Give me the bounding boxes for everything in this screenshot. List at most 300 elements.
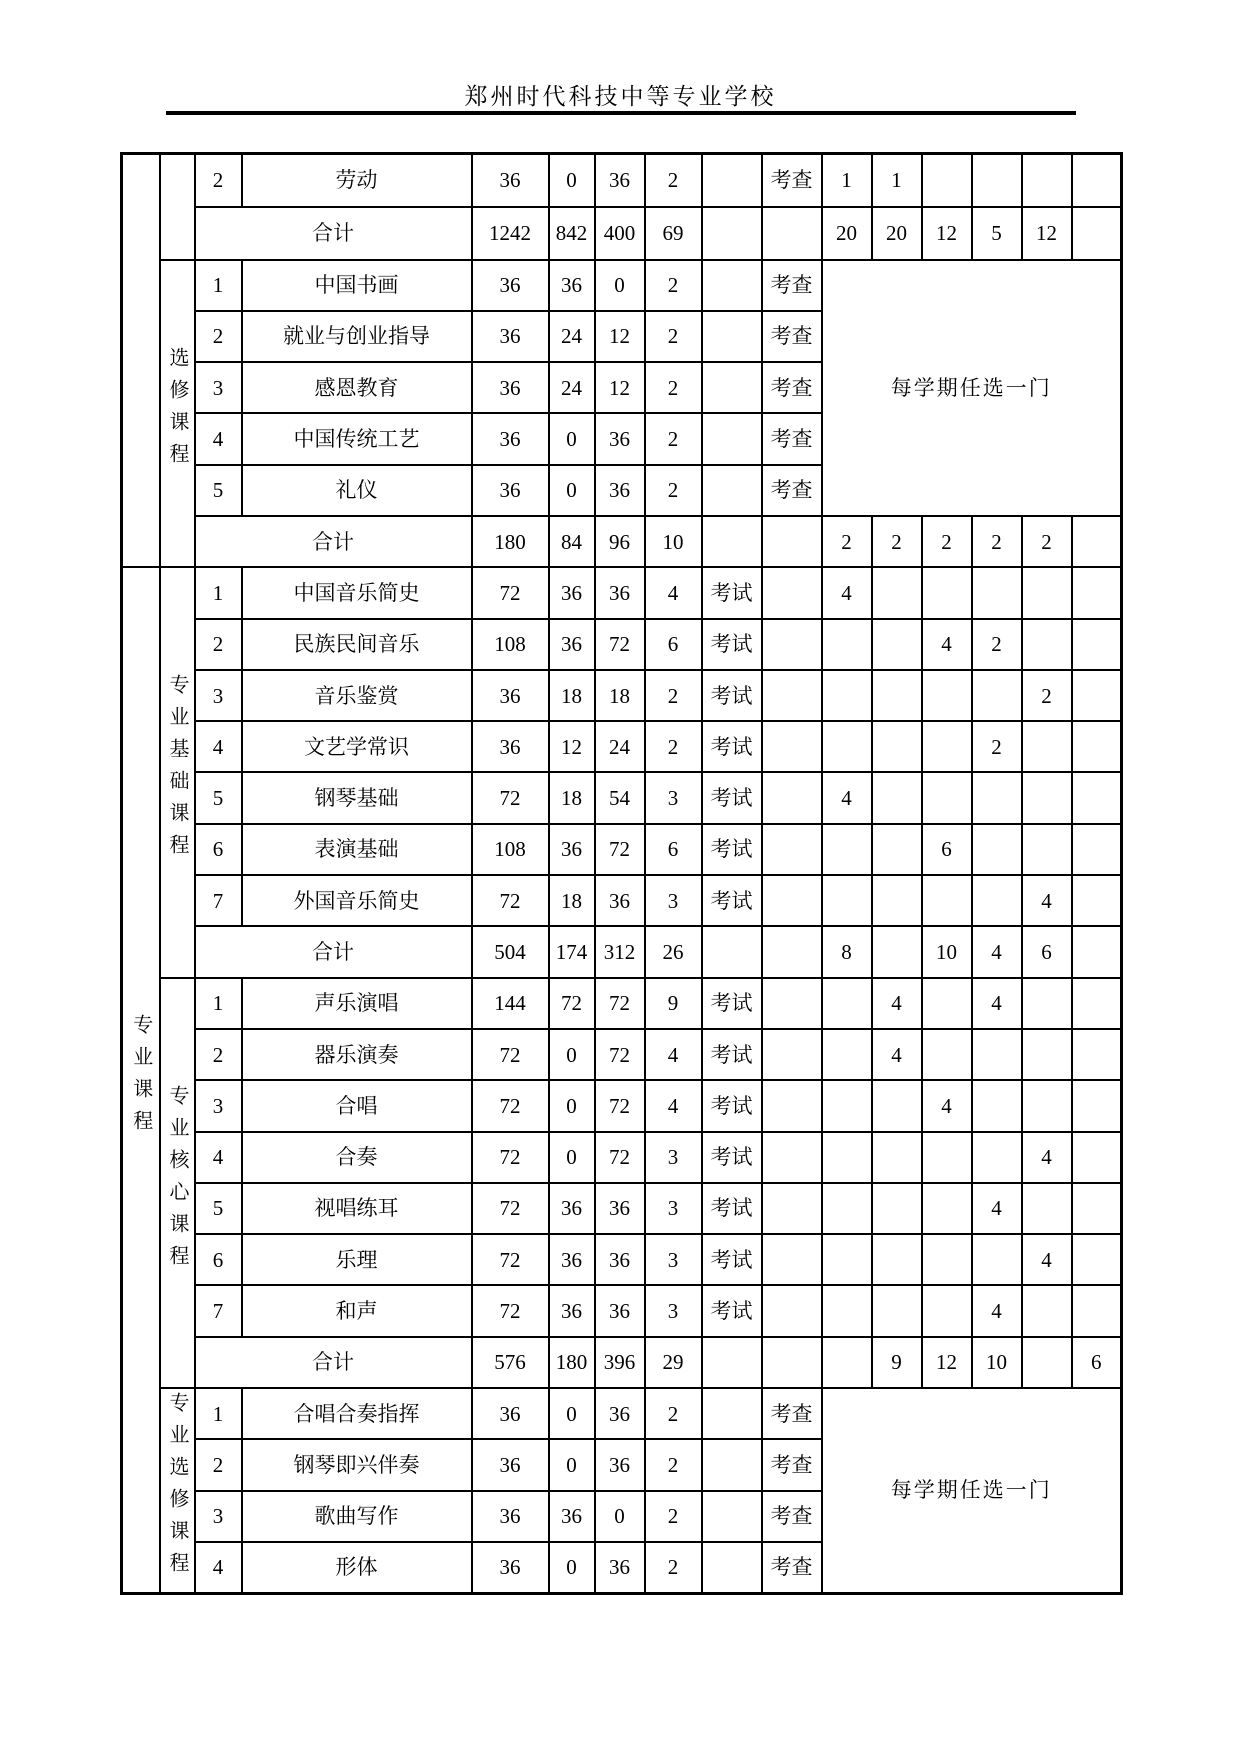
semester-5-cell: 2 xyxy=(1022,516,1072,567)
exam-cell xyxy=(702,1542,762,1593)
course-name-cell: 和声 xyxy=(242,1285,472,1336)
semester-4-cell: 10 xyxy=(972,1337,1022,1388)
theory-hours-cell: 0 xyxy=(549,1029,595,1080)
row-number-cell: 2 xyxy=(195,1029,242,1080)
semester-3-cell xyxy=(922,978,972,1029)
semester-5-cell xyxy=(1022,721,1072,772)
semester-6-cell xyxy=(1072,516,1122,567)
exam-cell xyxy=(702,516,762,567)
total-hours-cell: 72 xyxy=(472,1132,549,1183)
practice-hours-cell: 72 xyxy=(595,1029,645,1080)
semester-2-cell xyxy=(872,824,922,875)
semester-5-cell xyxy=(1022,1183,1072,1234)
exam-cell: 考试 xyxy=(702,978,762,1029)
semester-5-cell: 2 xyxy=(1022,670,1072,721)
semester-4-cell xyxy=(972,670,1022,721)
exam-cell xyxy=(702,362,762,413)
credits-cell: 3 xyxy=(645,875,702,926)
semester-3-cell: 10 xyxy=(922,926,972,977)
credits-cell: 2 xyxy=(645,260,702,311)
semester-4-cell: 2 xyxy=(972,721,1022,772)
semester-4-cell: 4 xyxy=(972,1183,1022,1234)
assessment-cell: 考查 xyxy=(762,154,822,207)
semester-4-cell xyxy=(972,567,1022,618)
exam-cell: 考试 xyxy=(702,567,762,618)
course-name-cell: 合奏 xyxy=(242,1132,472,1183)
course-name-cell: 器乐演奏 xyxy=(242,1029,472,1080)
semester-4-cell: 4 xyxy=(972,926,1022,977)
credits-cell: 3 xyxy=(645,1285,702,1336)
row-number-cell: 6 xyxy=(195,1234,242,1285)
exam-cell xyxy=(702,413,762,464)
semester-4-cell xyxy=(972,875,1022,926)
semester-1-cell: 4 xyxy=(822,772,872,823)
credits-cell: 10 xyxy=(645,516,702,567)
subtotal-cell: 合计 xyxy=(195,926,472,977)
assessment-cell xyxy=(762,619,822,670)
theory-hours-cell: 36 xyxy=(549,824,595,875)
practice-hours-cell: 72 xyxy=(595,978,645,1029)
exam-cell: 考试 xyxy=(702,1080,762,1131)
total-hours-cell: 108 xyxy=(472,619,549,670)
credits-cell: 2 xyxy=(645,362,702,413)
row-number-cell: 4 xyxy=(195,413,242,464)
assessment-cell xyxy=(762,516,822,567)
semester-6-cell xyxy=(1072,1029,1122,1080)
category-cell xyxy=(160,1388,195,1593)
category-cell xyxy=(160,154,195,260)
total-hours-cell: 504 xyxy=(472,926,549,977)
course-name-cell: 形体 xyxy=(242,1542,472,1593)
exam-cell: 考试 xyxy=(702,1285,762,1336)
exam-cell xyxy=(702,926,762,977)
credits-cell: 6 xyxy=(645,824,702,875)
credits-cell: 29 xyxy=(645,1337,702,1388)
theory-hours-cell: 0 xyxy=(549,413,595,464)
total-hours-cell: 72 xyxy=(472,1234,549,1285)
exam-cell xyxy=(702,465,762,516)
semester-2-cell xyxy=(872,567,922,618)
course-name-cell: 民族民间音乐 xyxy=(242,619,472,670)
semester-3-cell xyxy=(922,670,972,721)
semester-1-cell xyxy=(822,1285,872,1336)
semester-3-cell: 4 xyxy=(922,619,972,670)
assessment-cell: 考查 xyxy=(762,1542,822,1593)
theory-hours-cell: 0 xyxy=(549,465,595,516)
theory-hours-cell: 12 xyxy=(549,721,595,772)
assessment-cell xyxy=(762,978,822,1029)
assessment-cell xyxy=(762,1183,822,1234)
semester-6-cell xyxy=(1072,154,1122,207)
credits-cell: 2 xyxy=(645,721,702,772)
total-hours-cell: 36 xyxy=(472,413,549,464)
semester-6-cell xyxy=(1072,824,1122,875)
exam-cell xyxy=(702,1337,762,1388)
semester-3-cell xyxy=(922,721,972,772)
semester-1-cell xyxy=(822,619,872,670)
course-name-cell: 劳动 xyxy=(242,154,472,207)
assessment-cell xyxy=(762,772,822,823)
total-hours-cell: 72 xyxy=(472,1080,549,1131)
semester-2-cell: 4 xyxy=(872,1029,922,1080)
semester-4-cell: 2 xyxy=(972,516,1022,567)
theory-hours-cell: 36 xyxy=(549,567,595,618)
course-name-cell: 就业与创业指导 xyxy=(242,311,472,362)
theory-hours-cell: 36 xyxy=(549,1234,595,1285)
credits-cell: 3 xyxy=(645,1132,702,1183)
semester-3-cell: 12 xyxy=(922,207,972,260)
theory-hours-cell: 18 xyxy=(549,772,595,823)
assessment-cell xyxy=(762,824,822,875)
practice-hours-cell: 36 xyxy=(595,1183,645,1234)
semester-5-cell xyxy=(1022,978,1072,1029)
semester-2-cell xyxy=(872,772,922,823)
semester-5-cell: 4 xyxy=(1022,875,1072,926)
row-number-cell: 3 xyxy=(195,1080,242,1131)
theory-hours-cell: 180 xyxy=(549,1337,595,1388)
note-cell: 每学期任选一门 xyxy=(822,1388,1122,1593)
total-hours-cell: 36 xyxy=(472,1542,549,1593)
semester-5-cell xyxy=(1022,772,1072,823)
credits-cell: 4 xyxy=(645,567,702,618)
semester-4-cell: 5 xyxy=(972,207,1022,260)
semester-3-cell xyxy=(922,154,972,207)
practice-hours-cell: 36 xyxy=(595,1285,645,1336)
semester-3-cell xyxy=(922,1183,972,1234)
theory-hours-cell: 36 xyxy=(549,1491,595,1542)
row-number-cell: 4 xyxy=(195,1132,242,1183)
semester-4-cell xyxy=(972,1029,1022,1080)
theory-hours-cell: 0 xyxy=(549,1542,595,1593)
semester-1-cell xyxy=(822,1183,872,1234)
total-hours-cell: 72 xyxy=(472,875,549,926)
course-name-cell: 乐理 xyxy=(242,1234,472,1285)
semester-5-cell xyxy=(1022,1080,1072,1131)
row-number-cell: 5 xyxy=(195,465,242,516)
row-number-cell: 2 xyxy=(195,1439,242,1490)
semester-3-cell xyxy=(922,875,972,926)
subtotal-cell: 合计 xyxy=(195,1337,472,1388)
exam-cell xyxy=(702,154,762,207)
credits-cell: 2 xyxy=(645,465,702,516)
course-name-cell: 外国音乐简史 xyxy=(242,875,472,926)
practice-hours-cell: 36 xyxy=(595,465,645,516)
credits-cell: 3 xyxy=(645,772,702,823)
assessment-cell xyxy=(762,1132,822,1183)
row-number-cell: 7 xyxy=(195,875,242,926)
row-number-cell: 3 xyxy=(195,362,242,413)
semester-6-cell xyxy=(1072,670,1122,721)
total-hours-cell: 36 xyxy=(472,465,549,516)
practice-hours-cell: 12 xyxy=(595,362,645,413)
semester-2-cell xyxy=(872,619,922,670)
exam-cell: 考试 xyxy=(702,875,762,926)
assessment-cell: 考查 xyxy=(762,362,822,413)
theory-hours-cell: 36 xyxy=(549,1285,595,1336)
course-name-cell: 声乐演唱 xyxy=(242,978,472,1029)
semester-2-cell xyxy=(872,670,922,721)
theory-hours-cell: 0 xyxy=(549,1439,595,1490)
semester-5-cell xyxy=(1022,567,1072,618)
semester-2-cell xyxy=(872,926,922,977)
exam-cell: 考试 xyxy=(702,1234,762,1285)
header-rule xyxy=(166,111,1076,115)
practice-hours-cell: 36 xyxy=(595,567,645,618)
semester-4-cell xyxy=(972,154,1022,207)
credits-cell: 3 xyxy=(645,1234,702,1285)
row-number-cell: 1 xyxy=(195,1388,242,1439)
semester-2-cell xyxy=(872,721,922,772)
row-number-cell: 1 xyxy=(195,260,242,311)
row-number-cell: 1 xyxy=(195,567,242,618)
course-name-cell: 礼仪 xyxy=(242,465,472,516)
course-name-cell: 中国音乐简史 xyxy=(242,567,472,618)
total-hours-cell: 36 xyxy=(472,362,549,413)
note-cell: 每学期任选一门 xyxy=(822,260,1122,516)
course-name-cell: 合唱 xyxy=(242,1080,472,1131)
semester-6-cell xyxy=(1072,567,1122,618)
course-name-cell: 中国传统工艺 xyxy=(242,413,472,464)
practice-hours-cell: 72 xyxy=(595,1132,645,1183)
credits-cell: 3 xyxy=(645,1183,702,1234)
semester-3-cell: 6 xyxy=(922,824,972,875)
exam-cell: 考试 xyxy=(702,1029,762,1080)
practice-hours-cell: 72 xyxy=(595,1080,645,1131)
exam-cell: 考试 xyxy=(702,721,762,772)
theory-hours-cell: 842 xyxy=(549,207,595,260)
practice-hours-cell: 36 xyxy=(595,875,645,926)
semester-6-cell xyxy=(1072,978,1122,1029)
course-name-cell: 合唱合奏指挥 xyxy=(242,1388,472,1439)
theory-hours-cell: 84 xyxy=(549,516,595,567)
semester-2-cell xyxy=(872,1183,922,1234)
practice-hours-cell: 36 xyxy=(595,154,645,207)
practice-hours-cell: 72 xyxy=(595,619,645,670)
credits-cell: 2 xyxy=(645,1388,702,1439)
assessment-cell xyxy=(762,875,822,926)
row-number-cell: 6 xyxy=(195,824,242,875)
total-hours-cell: 72 xyxy=(472,772,549,823)
semester-3-cell xyxy=(922,1234,972,1285)
total-hours-cell: 72 xyxy=(472,1183,549,1234)
exam-cell: 考试 xyxy=(702,1132,762,1183)
assessment-cell: 考查 xyxy=(762,1388,822,1439)
course-name-cell: 音乐鉴赏 xyxy=(242,670,472,721)
semester-4-cell: 4 xyxy=(972,1285,1022,1336)
assessment-cell xyxy=(762,1080,822,1131)
assessment-cell: 考查 xyxy=(762,465,822,516)
course-name-cell: 歌曲写作 xyxy=(242,1491,472,1542)
semester-1-cell xyxy=(822,1234,872,1285)
practice-hours-cell: 72 xyxy=(595,824,645,875)
theory-hours-cell: 24 xyxy=(549,311,595,362)
exam-cell: 考试 xyxy=(702,670,762,721)
semester-3-cell: 2 xyxy=(922,516,972,567)
course-name-cell: 文艺学常识 xyxy=(242,721,472,772)
semester-6-cell xyxy=(1072,875,1122,926)
row-number-cell: 7 xyxy=(195,1285,242,1336)
semester-2-cell xyxy=(872,1234,922,1285)
practice-hours-cell: 54 xyxy=(595,772,645,823)
practice-hours-cell: 0 xyxy=(595,260,645,311)
exam-cell: 考试 xyxy=(702,772,762,823)
vertical-label: 专业课程 xyxy=(129,1013,152,1142)
semester-4-cell xyxy=(972,1080,1022,1131)
theory-hours-cell: 0 xyxy=(549,154,595,207)
semester-3-cell xyxy=(922,1285,972,1336)
assessment-cell xyxy=(762,926,822,977)
total-hours-cell: 36 xyxy=(472,670,549,721)
theory-hours-cell: 18 xyxy=(549,670,595,721)
total-hours-cell: 36 xyxy=(472,154,549,207)
subtotal-cell: 合计 xyxy=(195,516,472,567)
assessment-cell: 考查 xyxy=(762,1439,822,1490)
row-number-cell: 4 xyxy=(195,721,242,772)
total-hours-cell: 1242 xyxy=(472,207,549,260)
credits-cell: 2 xyxy=(645,1491,702,1542)
theory-hours-cell: 0 xyxy=(549,1080,595,1131)
total-hours-cell: 72 xyxy=(472,1285,549,1336)
semester-5-cell: 4 xyxy=(1022,1234,1072,1285)
exam-cell: 考试 xyxy=(702,824,762,875)
semester-4-cell: 4 xyxy=(972,978,1022,1029)
subtotal-cell: 合计 xyxy=(195,207,472,260)
row-number-cell: 2 xyxy=(195,154,242,207)
practice-hours-cell: 18 xyxy=(595,670,645,721)
semester-6-cell xyxy=(1072,1285,1122,1336)
semester-1-cell xyxy=(822,1337,872,1388)
vertical-label: 专业基础课程 xyxy=(166,674,188,867)
exam-cell xyxy=(702,207,762,260)
practice-hours-cell: 36 xyxy=(595,1439,645,1490)
vertical-label: 专业核心课程 xyxy=(166,1084,188,1277)
semester-4-cell xyxy=(972,824,1022,875)
semester-2-cell xyxy=(872,1285,922,1336)
semester-6-cell xyxy=(1072,619,1122,670)
school-name-title: 郑州时代科技中等专业学校 xyxy=(464,84,777,109)
semester-5-cell: 6 xyxy=(1022,926,1072,977)
theory-hours-cell: 36 xyxy=(549,260,595,311)
assessment-cell xyxy=(762,1234,822,1285)
total-hours-cell: 36 xyxy=(472,260,549,311)
credits-cell: 6 xyxy=(645,619,702,670)
practice-hours-cell: 396 xyxy=(595,1337,645,1388)
practice-hours-cell: 36 xyxy=(595,1542,645,1593)
assessment-cell xyxy=(762,1285,822,1336)
course-name-cell: 钢琴即兴伴奏 xyxy=(242,1439,472,1490)
semester-2-cell: 1 xyxy=(872,154,922,207)
total-hours-cell: 36 xyxy=(472,1491,549,1542)
credits-cell: 69 xyxy=(645,207,702,260)
total-hours-cell: 36 xyxy=(472,721,549,772)
assessment-cell xyxy=(762,1029,822,1080)
theory-hours-cell: 36 xyxy=(549,619,595,670)
semester-6-cell xyxy=(1072,1183,1122,1234)
semester-1-cell: 8 xyxy=(822,926,872,977)
assessment-cell: 考查 xyxy=(762,311,822,362)
practice-hours-cell: 36 xyxy=(595,1234,645,1285)
course-name-cell: 中国书画 xyxy=(242,260,472,311)
total-hours-cell: 72 xyxy=(472,1029,549,1080)
assessment-cell xyxy=(762,1337,822,1388)
assessment-cell: 考查 xyxy=(762,413,822,464)
total-hours-cell: 36 xyxy=(472,311,549,362)
semester-1-cell: 1 xyxy=(822,154,872,207)
row-number-cell: 3 xyxy=(195,1491,242,1542)
semester-2-cell: 2 xyxy=(872,516,922,567)
semester-2-cell: 20 xyxy=(872,207,922,260)
practice-hours-cell: 400 xyxy=(595,207,645,260)
semester-3-cell xyxy=(922,772,972,823)
semester-4-cell xyxy=(972,1132,1022,1183)
semester-6-cell xyxy=(1072,207,1122,260)
theory-hours-cell: 0 xyxy=(549,1132,595,1183)
total-hours-cell: 108 xyxy=(472,824,549,875)
semester-3-cell xyxy=(922,1132,972,1183)
category-cell xyxy=(160,567,195,977)
semester-1-cell xyxy=(822,875,872,926)
category-group-cell xyxy=(122,567,160,1593)
semester-1-cell xyxy=(822,670,872,721)
total-hours-cell: 36 xyxy=(472,1439,549,1490)
total-hours-cell: 72 xyxy=(472,567,549,618)
theory-hours-cell: 174 xyxy=(549,926,595,977)
theory-hours-cell: 18 xyxy=(549,875,595,926)
row-number-cell: 5 xyxy=(195,772,242,823)
semester-4-cell: 2 xyxy=(972,619,1022,670)
credits-cell: 2 xyxy=(645,311,702,362)
vertical-label: 选修课程 xyxy=(166,347,188,476)
semester-1-cell xyxy=(822,1080,872,1131)
practice-hours-cell: 312 xyxy=(595,926,645,977)
credits-cell: 26 xyxy=(645,926,702,977)
semester-2-cell xyxy=(872,875,922,926)
semester-1-cell xyxy=(822,978,872,1029)
row-number-cell: 2 xyxy=(195,619,242,670)
exam-cell xyxy=(702,1439,762,1490)
practice-hours-cell: 96 xyxy=(595,516,645,567)
semester-1-cell xyxy=(822,1029,872,1080)
semester-6-cell xyxy=(1072,721,1122,772)
semester-5-cell xyxy=(1022,154,1072,207)
theory-hours-cell: 0 xyxy=(549,1388,595,1439)
total-hours-cell: 36 xyxy=(472,1388,549,1439)
assessment-cell xyxy=(762,721,822,772)
row-number-cell: 4 xyxy=(195,1542,242,1593)
category-cell xyxy=(160,978,195,1388)
theory-hours-cell: 36 xyxy=(549,1183,595,1234)
semester-5-cell: 4 xyxy=(1022,1132,1072,1183)
exam-cell xyxy=(702,1388,762,1439)
semester-1-cell: 4 xyxy=(822,567,872,618)
assessment-cell xyxy=(762,567,822,618)
semester-1-cell xyxy=(822,1132,872,1183)
semester-2-cell: 9 xyxy=(872,1337,922,1388)
assessment-cell: 考查 xyxy=(762,1491,822,1542)
exam-cell xyxy=(702,1491,762,1542)
exam-cell: 考试 xyxy=(702,1183,762,1234)
assessment-cell: 考查 xyxy=(762,260,822,311)
row-number-cell: 1 xyxy=(195,978,242,1029)
semester-3-cell xyxy=(922,1029,972,1080)
semester-3-cell: 4 xyxy=(922,1080,972,1131)
curriculum-table xyxy=(120,152,1123,1595)
semester-1-cell: 20 xyxy=(822,207,872,260)
semester-5-cell xyxy=(1022,1029,1072,1080)
category-cell xyxy=(160,260,195,568)
semester-1-cell xyxy=(822,824,872,875)
practice-hours-cell: 24 xyxy=(595,721,645,772)
